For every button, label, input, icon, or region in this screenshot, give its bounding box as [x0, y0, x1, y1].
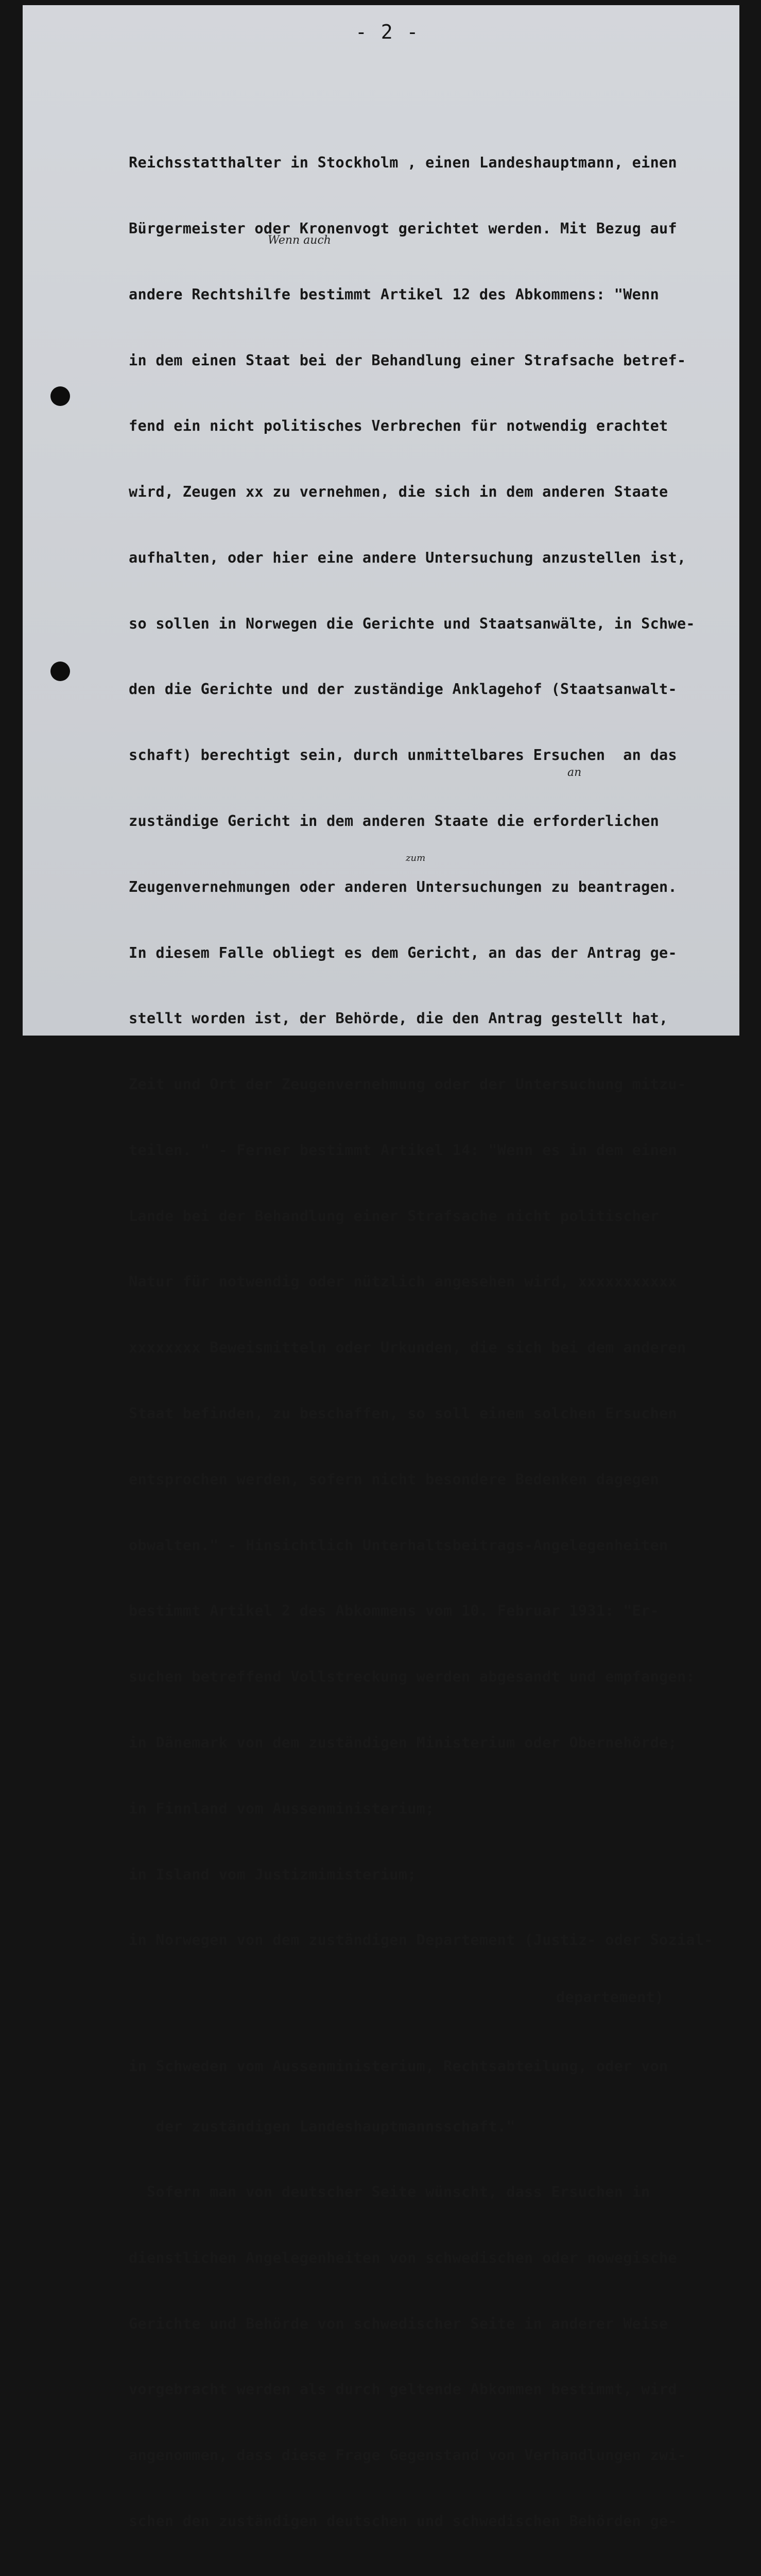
- letter-body: [129, 108, 736, 2576]
- body-line: Lande bei der Behandlung einer Strafsache nicht politischer: [129, 1207, 660, 1225]
- handwritten-insert-wenn-auch: Wenn auch: [268, 234, 331, 247]
- body-line: angenommen, dass diese Frage Gegenstand von Verhandlungen zwi-: [129, 2447, 686, 2464]
- body-line: schen den zuständigen deutschen und schwedischen Behörden ge-: [129, 2512, 677, 2530]
- body-line: suchen betreffend Vollstreckung werden abgesandt und empfangen:: [129, 1668, 695, 1686]
- body-line: Sofern man von deutscher Seite wünscht, dass Ersuchen in: [129, 2183, 650, 2201]
- body-line: vorgebracht werden als durch geltende Abkommen bestimmt, wird: [129, 2381, 677, 2398]
- handwritten-insert-zum: zum: [406, 853, 426, 863]
- handwritten-insert-an: an: [567, 766, 582, 779]
- body-line: Gerichte und Behörde von schwedischer Seite in anderer Weise: [129, 2315, 668, 2332]
- body-line: in Island vom Justizmimisterium;: [129, 1866, 417, 1883]
- body-line: Staat befinden, zu beschaffen, so soll einem solchen Ersuchen: [129, 1405, 677, 1422]
- body-line: bestimmt Artikel 2 des Abkommens vom 10. Februar 1931: "Er-: [129, 1602, 660, 1620]
- bracket-continuation: departement): [556, 1989, 664, 2006]
- body-line: teilen. " - Ferner bestimmt Artikel 14: "Wenn es in dem einen: [129, 1141, 677, 1159]
- body-line: fend ein nicht politisches Verbrechen für notwendig erachtet: [129, 417, 668, 435]
- body-line: in Finnland vom Aussenministerium;: [129, 1800, 435, 1817]
- body-line: Natur für notwendig oder nützlich angesehen wird, xxxxxxxxxxx: [129, 1273, 677, 1291]
- body-line: aufhalten, oder hier eine andere Untersuchung anzustellen ist,: [129, 549, 686, 566]
- body-line: dienstlichen Angelegenheiten von schwedischen oder nowegische: [129, 2249, 677, 2266]
- punch-hole-upper: [50, 386, 70, 406]
- body-line: xxxxxxxx Beweismitteln oder Urkunden, die sich bei dem anderen: [129, 1339, 686, 1357]
- body-line: stellt worden ist, der Behörde, die den Antrag gestellt hat,: [129, 1010, 668, 1027]
- body-line: Reichsstatthalter in Stockholm , einen Landeshauptmann, einen: [129, 154, 677, 172]
- body-line: in dem einen Staat bei der Behandlung einer Strafsache betref-: [129, 351, 686, 369]
- body-line: In diesem Falle obliegt es dem Gericht, an das der Antrag ge-: [129, 944, 677, 961]
- body-line: der zuständigen Landeshauptmannsschaft.": [129, 2117, 515, 2135]
- body-line: in Schweden vom Aussenministerium, Rechtsabteilung, oder von: [129, 2057, 668, 2075]
- body-line: obwalten." - Hinsichtlich Unterhaltsbeitrags-Angelegenheiten: [129, 1536, 668, 1554]
- body-line: Zeugenvernehmungen oder anderen Untersuchungen zu beantragen.: [129, 878, 677, 895]
- punch-hole-lower: [50, 662, 70, 681]
- body-line: Bürgermeister oder Kronenvogt gerichtet werden. Mit Bezug auf: [129, 219, 677, 237]
- body-line: entsprochen werden, sofern nicht besondere Bedenken dagegen: [129, 1470, 660, 1488]
- body-line: zuständige Gericht in dem anderen Staate die erforderlichen: [129, 812, 660, 829]
- body-line: andere Rechtshilfe bestimmt Artikel 12 des Abkommens: "Wenn: [129, 285, 660, 303]
- body-line: so sollen in Norwegen die Gerichte und Staatsanwälte, in Schwe-: [129, 615, 695, 632]
- body-line: Zeit und Ort der Zeugenvernehmung oder der Untersuchung mitzu-: [129, 1076, 686, 1093]
- body-line: wird, Zeugen xx zu vernehmen, die sich in dem anderen Staate: [129, 483, 668, 501]
- page-number: - 2 -: [355, 21, 420, 43]
- body-line: in Norwegen von dem zuständigen Departement (Justiz- oder Sozial-: [129, 1931, 713, 1949]
- body-line: schaft) berechtigt sein, durch unmittelbares Ersuchen an das: [129, 747, 677, 764]
- body-line: den die Gerichte und der zuständige Anklagehof (Staatsanwalt-: [129, 681, 677, 698]
- body-line: in Dänemark von dem zuständigen Ministerium oder Obernehörde;: [129, 1734, 677, 1751]
